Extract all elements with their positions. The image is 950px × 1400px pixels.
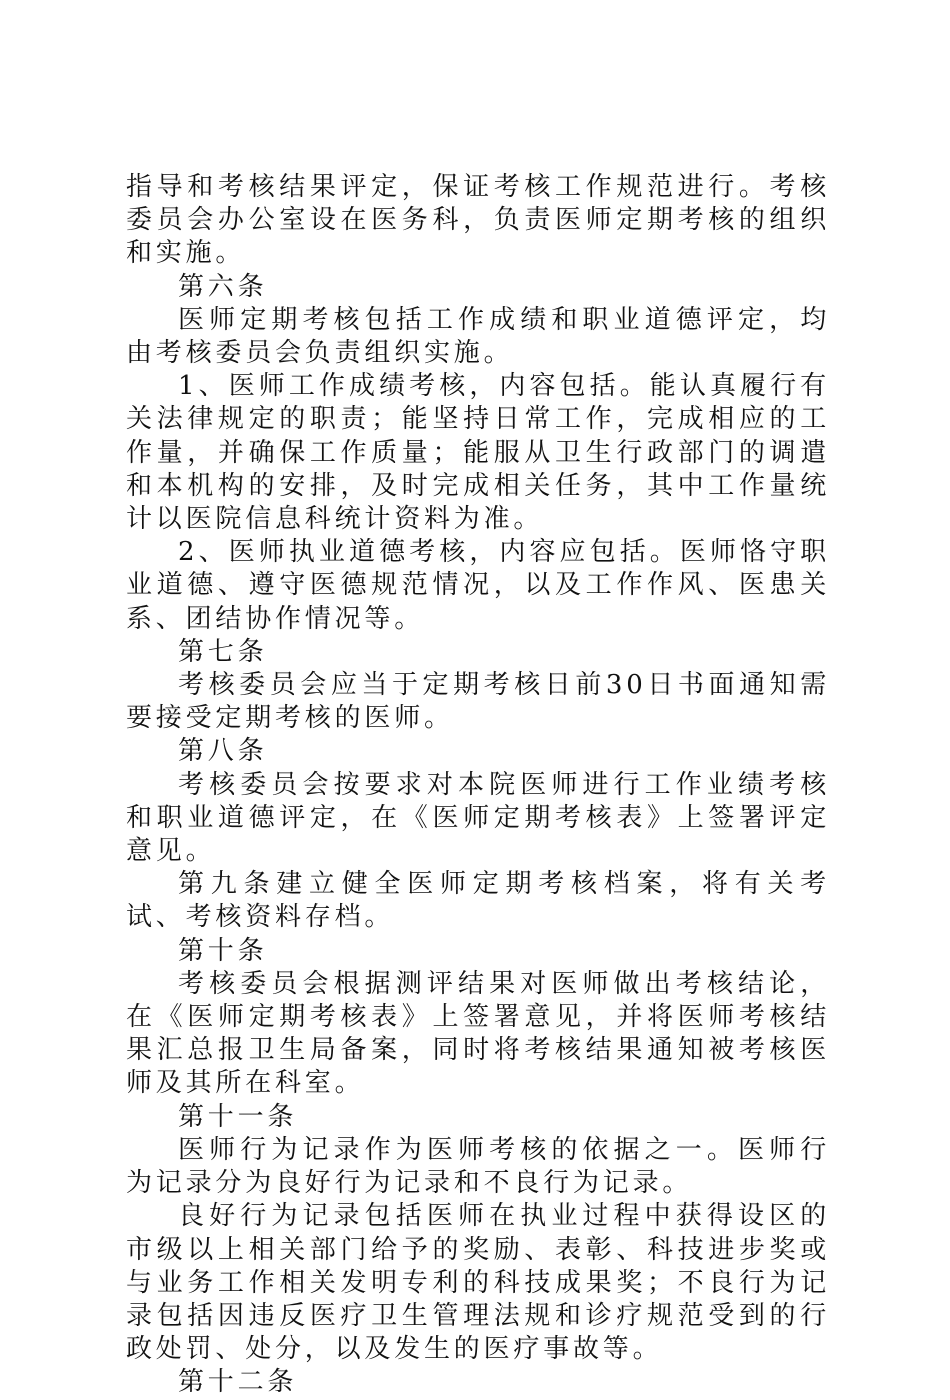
paragraph: 考核委员会按要求对本院医师进行工作业绩考核和职业道德评定，在《医师定期考核表》上签署评定意见。 [126,769,830,867]
paragraph: 指导和考核结果评定，保证考核工作规范进行。考核委员会办公室设在医务科，负责医师定期考核的组织和实施。 [126,172,830,269]
article-heading: 第六条 [178,271,268,302]
document-body [126,171,830,1400]
numbered-paragraph: 1、医师工作成绩考核，内容包括。能认真履行有关法律规定的职责；能坚持日常工作，完成相应的工作量，并确保工作质量；能服从卫生行政部门的调遣和本机构的安排，及时完成相关任务，其中工作量统计以医院信息科统计资料为准。 [126,371,830,535]
paragraph: 医师定期考核包括工作成绩和职业道德评定，均由考核委员会负责组织实施。 [126,304,830,369]
paragraph: 考核委员会根据测评结果对医师做出考核结论，在《医师定期考核表》上签署意见，并将医师考核结果汇总报卫生局备案，同时将考核结果通知被考核医师及其所在科室。 [126,968,830,1099]
paragraph: 良好行为记录包括医师在执业过程中获得设区的市级以上相关部门给予的奖励、表彰、科技进步奖或与业务工作相关发明专利的科技成果奖；不良行为记录包括因违反医疗卫生管理法规和诊疗规范受到的行政处罚、处分，以及发生的医疗事故等。 [126,1201,830,1365]
article-heading: 第七条 [178,636,268,667]
paragraph: 考核委员会应当于定期考核日前30日书面通知需要接受定期考核的医师。 [126,670,830,734]
paragraph: 医师行为记录作为医师考核的依据之一。医师行为记录分为良好行为记录和不良行为记录。 [126,1134,830,1199]
paragraph: 第九条建立健全医师定期考核档案，将有关考试、考核资料存档。 [126,869,830,933]
article-heading: 第十一条 [178,1101,298,1132]
article-heading: 第十二条 [178,1367,298,1398]
article-heading: 第十条 [178,935,268,966]
article-heading: 第八条 [178,736,268,767]
numbered-paragraph: 2、医师执业道德考核，内容应包括。医师恪守职业道德、遵守医德规范情况，以及工作作风、医患关系、团结协作情况等。 [126,537,830,634]
